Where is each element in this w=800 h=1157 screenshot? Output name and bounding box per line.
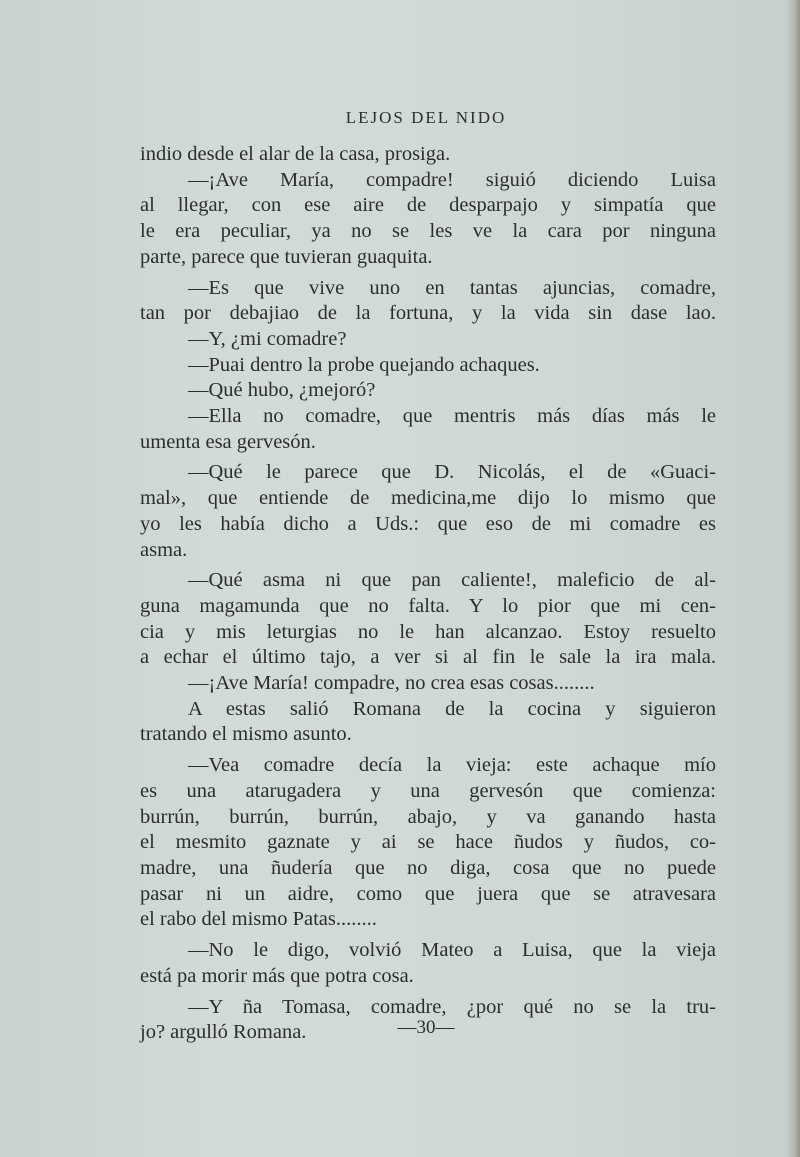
running-header: LEJOS DEL NIDO bbox=[345, 108, 507, 127]
text-line: —Y ña Tomasa, comadre, ¿por qué no se la tru- bbox=[188, 995, 716, 1018]
text-line: el mesmito gaznate y ai se hace ñudos y ñudos, co- bbox=[140, 831, 716, 854]
text-line: —Ella no comadre, que mentris más días más le bbox=[188, 405, 716, 428]
text-line: tratando el mismo asunto. bbox=[140, 723, 352, 746]
text-line: es una atarugadera y una gervesón que comienza: bbox=[140, 779, 716, 802]
text-line: —Qué asma ni que pan caliente!, maleficio de al- bbox=[188, 569, 716, 592]
text-line: está pa morir más que potra cosa. bbox=[140, 964, 414, 987]
text-line: el rabo del mismo Patas........ bbox=[140, 908, 377, 931]
text-line: asma. bbox=[140, 538, 188, 561]
text-line: tan por debajiao de la fortuna, y la vida sin dase lao. bbox=[140, 302, 716, 325]
text-line: parte, parece que tuvieran guaquita. bbox=[140, 245, 433, 268]
text-line: —Es que vive uno en tantas ajuncias, comadre, bbox=[188, 276, 716, 299]
text-line: —No le digo, volvió Mateo a Luisa, que la vieja bbox=[188, 939, 716, 962]
text-line: pasar ni un aidre, como que juera que se atravesara bbox=[140, 882, 716, 905]
text-line: guna magamunda que no falta. Y lo pior que mi cen- bbox=[140, 594, 716, 617]
text-line: —Vea comadre decía la vieja: este achaque mío bbox=[188, 754, 716, 777]
text-line: burrún, burrún, burrún, abajo, y va ganando hasta bbox=[140, 805, 716, 828]
text-line: —Qué hubo, ¿mejoró? bbox=[188, 379, 376, 402]
text-line: umenta esa gervesón. bbox=[140, 430, 316, 453]
text-line: A estas salió Romana de la cocina y siguieron bbox=[188, 697, 716, 720]
text-line: —¡Ave María! compadre, no crea esas cosas........ bbox=[188, 672, 595, 695]
text-line: indio desde el alar de la casa, prosiga. bbox=[140, 143, 451, 165]
text-line: —Puai dentro la probe quejando achaques. bbox=[188, 353, 540, 376]
text-line: madre, una ñudería que no diga, cosa que no puede bbox=[140, 856, 716, 879]
text-line: —Y, ¿mi comadre? bbox=[188, 327, 347, 350]
text-line: al llegar, con ese aire de desparpajo y simpatía que bbox=[140, 194, 716, 217]
text-line: —¡Ave María, compadre! siguió diciendo Luisa bbox=[188, 168, 716, 191]
text-line: a echar el último tajo, a ver si al fin le sale la ira mala. bbox=[140, 646, 716, 669]
page-edge-shadow bbox=[786, 0, 800, 1157]
page-number: —30— bbox=[397, 1017, 455, 1038]
text-line: mal», que entiende de medicina,me dijo lo mismo que bbox=[140, 487, 716, 510]
body-text bbox=[140, 142, 716, 1046]
text-line: le era peculiar, ya no se les ve la cara por ninguna bbox=[140, 220, 716, 243]
text-line: yo les había dicho a Uds.: que eso de mi comadre es bbox=[140, 512, 716, 535]
text-line: cia y mis leturgias no le han alcanzao. Estoy resuelto bbox=[140, 620, 716, 643]
text-line: jo? argulló Romana. bbox=[140, 1021, 307, 1044]
text-line: —Qué le parece que D. Nicolás, el de «Guaci- bbox=[188, 461, 716, 484]
